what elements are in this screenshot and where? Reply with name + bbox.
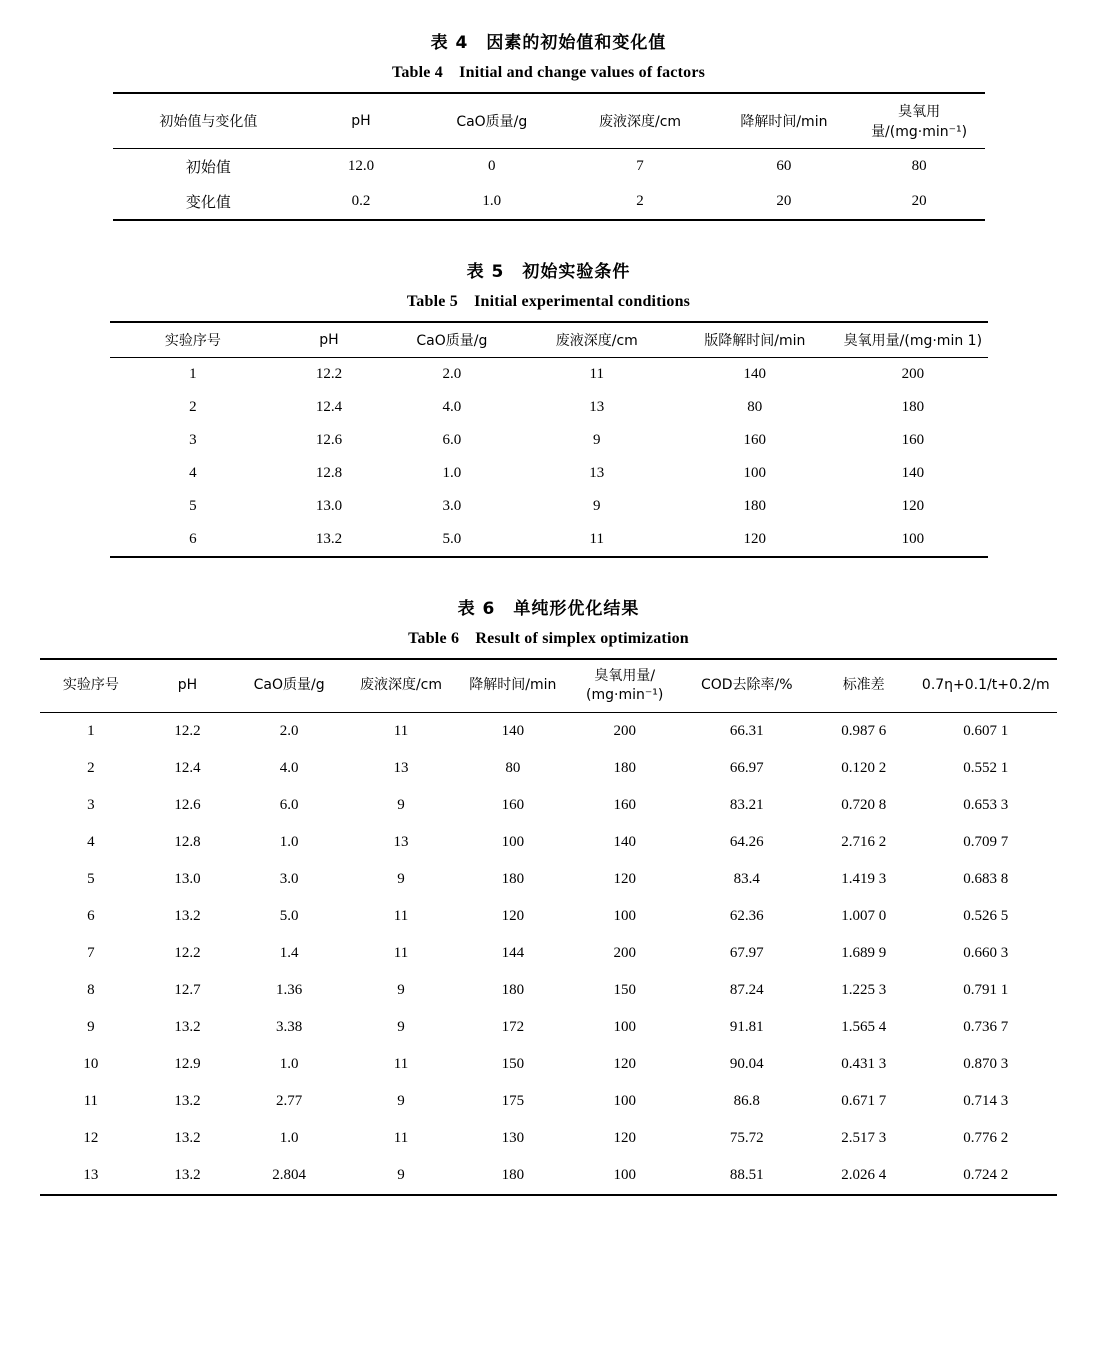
table-cell: 0.671 7	[841, 1092, 887, 1109]
table-6-header-cell: 标准差	[813, 659, 915, 712]
table-cell: 83.4	[733, 870, 760, 887]
table-cell: 2.77	[276, 1092, 303, 1109]
table-cell: 12.8	[174, 833, 201, 850]
table-cell: 160	[743, 432, 767, 448]
table-cell: 6	[87, 907, 95, 924]
table-cell: 90.04	[729, 1055, 764, 1072]
table-cell: 2.026 4	[813, 1157, 915, 1195]
table-cell: 9	[397, 1018, 405, 1035]
table-cell: 200	[613, 722, 636, 739]
table-cell: 13	[589, 399, 605, 415]
table-6-header-cell: 实验序号	[40, 659, 142, 712]
table-cell: 0.709 7	[963, 833, 1009, 850]
table-cell: 13	[393, 833, 409, 850]
table-cell: 12.2	[315, 366, 343, 382]
table-cell: 13.2	[174, 1129, 201, 1146]
table-cell: 1.419 3	[841, 870, 887, 887]
table-cell: 172	[501, 1018, 525, 1035]
table-5-block	[0, 257, 1097, 558]
table-cell: 9	[397, 796, 405, 813]
table-cell: 2.716 2	[841, 833, 887, 850]
table-cell: 120	[901, 498, 925, 514]
table-cell: 0.776 2	[963, 1129, 1009, 1146]
table-cell: 12.4	[174, 759, 201, 776]
table-cell: 120	[613, 870, 636, 887]
table-cell: 7	[87, 944, 95, 961]
table-cell: 2	[189, 399, 197, 415]
table-cell: 0.987 6	[841, 722, 887, 739]
table-4-header-cell: pH	[304, 93, 417, 149]
table-cell: 66.31	[729, 722, 764, 739]
table-cell: 6.0	[279, 796, 299, 813]
table-cell: 1.007 0	[841, 907, 887, 924]
table-cell: 0.660 3	[963, 944, 1009, 961]
table-cell: 11	[393, 722, 409, 739]
table-cell: 11	[589, 366, 604, 382]
table-cell: 83.21	[729, 796, 764, 813]
table-4-head	[113, 93, 985, 149]
table-cell: 4.0	[279, 759, 299, 776]
table-4-block	[0, 28, 1097, 221]
table-5	[110, 321, 988, 558]
table-cell: 11	[393, 1055, 409, 1072]
table-4-header-cell: 降解时间/min	[714, 93, 854, 149]
table-cell: 10	[83, 1055, 99, 1072]
table-cell: 0.720 8	[841, 796, 887, 813]
table-cell: 13.0	[174, 870, 201, 887]
table-4	[113, 92, 985, 221]
table-6-header-cell: 废液深度/cm	[345, 659, 457, 712]
table-cell: 0.724 2	[915, 1157, 1057, 1195]
table-cell: 9	[593, 498, 601, 514]
table-cell: 0.653 3	[963, 796, 1009, 813]
table-cell: 160	[613, 796, 636, 813]
table-cell: 13.2	[174, 1018, 201, 1035]
table-row	[40, 861, 1057, 898]
table-6-body	[40, 712, 1057, 1195]
table-cell: 9	[397, 981, 405, 998]
table-cell: 2	[87, 759, 95, 776]
table-cell: 1.689 9	[841, 944, 887, 961]
table-cell: 13.2	[142, 1157, 234, 1195]
table-6-header-cell: 降解时间/min	[457, 659, 569, 712]
table-row	[40, 1083, 1057, 1120]
table-row	[110, 424, 988, 457]
table-cell: 1.36	[276, 981, 303, 998]
table-cell: 12.4	[315, 399, 343, 415]
table-row	[110, 523, 988, 557]
table-row	[110, 391, 988, 424]
table-row	[113, 184, 985, 220]
table-cell: 66.97	[729, 759, 764, 776]
table-cell: 144	[501, 944, 525, 961]
table-cell: 3	[87, 796, 95, 813]
table-cell: 180	[901, 399, 925, 415]
table-cell: 100	[743, 465, 767, 481]
table-6-block	[0, 594, 1097, 1196]
table-cell: 2.0	[442, 366, 462, 382]
table-cell: 13	[40, 1157, 142, 1195]
table-cell: 9	[397, 870, 405, 887]
table-cell: 1.0	[442, 465, 462, 481]
table-cell: 1.4	[279, 944, 299, 961]
table-cell: 2.517 3	[841, 1129, 887, 1146]
table-cell: 1.0	[279, 1129, 299, 1146]
table-cell: 120	[501, 907, 525, 924]
table-cell: 160	[501, 796, 525, 813]
table-cell: 100	[838, 523, 987, 557]
table-cell: 0.526 5	[963, 907, 1009, 924]
table-row	[113, 149, 985, 185]
table-cell: 11	[393, 944, 409, 961]
table-5-header-cell: 臭氧用量/(mg·min 1)	[838, 322, 987, 358]
table-cell: 0	[488, 158, 496, 174]
table-cell: 87.24	[729, 981, 764, 998]
table-cell: 1	[189, 366, 197, 382]
table-cell: 11	[522, 523, 671, 557]
table-5-header-cell: 废液深度/cm	[522, 322, 671, 358]
table-cell: 12.7	[174, 981, 201, 998]
table-cell: 180	[501, 870, 525, 887]
table-cell: 175	[501, 1092, 525, 1109]
table-row	[40, 898, 1057, 935]
table-cell: 88.51	[681, 1157, 813, 1195]
table-cell: 200	[901, 366, 925, 382]
table-cell: 1.565 4	[841, 1018, 887, 1035]
table-cell: 140	[743, 366, 767, 382]
table-cell: 1.225 3	[841, 981, 887, 998]
table-4-header-cell: CaO质量/g	[418, 93, 566, 149]
table-cell: 100	[501, 833, 525, 850]
table-cell: 13.2	[276, 523, 381, 557]
table-cell: 75.72	[729, 1129, 764, 1146]
table-cell: 3.38	[276, 1018, 303, 1035]
table-cell: 120	[613, 1055, 636, 1072]
table-cell: 1.0	[418, 184, 566, 220]
table-cell: 5	[87, 870, 95, 887]
table-cell: 91.81	[729, 1018, 764, 1035]
table-cell: 13	[589, 465, 605, 481]
table-cell: 0.120 2	[841, 759, 887, 776]
table-cell: 6.0	[442, 432, 462, 448]
table-cell: 180	[457, 1157, 569, 1195]
table-cell: 9	[397, 1092, 405, 1109]
table-cell: 80	[505, 759, 521, 776]
table-cell: 13.2	[174, 1092, 201, 1109]
table-cell: 160	[901, 432, 925, 448]
table-5-head	[110, 322, 988, 358]
table-cell: 180	[501, 981, 525, 998]
table-4-header-cell: 臭氧用量/(mg·min⁻¹)	[854, 93, 985, 149]
table-cell: 4	[189, 465, 197, 481]
table-6-head	[40, 659, 1057, 712]
table-cell: 1.0	[279, 833, 299, 850]
table-cell: 12.2	[174, 944, 201, 961]
table-cell: 2.804	[233, 1157, 345, 1195]
table-cell: 80	[911, 158, 927, 174]
table-cell: 11	[393, 1129, 409, 1146]
table-row	[40, 972, 1057, 1009]
table-cell: 80	[747, 399, 763, 415]
table-cell: 0.714 3	[963, 1092, 1009, 1109]
table-cell: 100	[569, 1157, 681, 1195]
table-cell: 100	[613, 1092, 636, 1109]
table-cell: 0.2	[304, 184, 417, 220]
table-cell: 0.791 1	[963, 981, 1009, 998]
table-4-caption-cn: 表 4 因素的初始值和变化值	[430, 33, 667, 53]
table-cell: 9	[345, 1157, 457, 1195]
table-cell: 5.0	[279, 907, 299, 924]
table-6-header-cell: CaO质量/g	[233, 659, 345, 712]
table-row	[40, 712, 1057, 750]
table-cell: 4.0	[442, 399, 462, 415]
table-row	[40, 1120, 1057, 1157]
table-cell: 12.8	[315, 465, 343, 481]
table-5-caption-en: Table 5 Initial experimental conditions	[406, 293, 691, 310]
table-cell: 7	[636, 158, 644, 174]
table-row	[40, 935, 1057, 972]
table-row	[40, 750, 1057, 787]
table-cell: 180	[613, 759, 636, 776]
table-row	[40, 1157, 1057, 1195]
table-cell: 20	[714, 184, 854, 220]
table-5-header-row	[110, 322, 988, 358]
table-cell: 5	[189, 498, 197, 514]
table-cell: 60	[776, 158, 792, 174]
paper-page	[0, 28, 1097, 1196]
table-cell: 150	[501, 1055, 525, 1072]
table-5-header-cell: 实验序号	[110, 322, 277, 358]
table-row	[40, 824, 1057, 861]
table-cell: 100	[613, 1018, 636, 1035]
table-cell: 140	[901, 465, 925, 481]
table-cell: 6	[110, 523, 277, 557]
table-row	[110, 457, 988, 490]
table-cell: 0.683 8	[963, 870, 1009, 887]
table-cell: 12.9	[174, 1055, 201, 1072]
table-cell: 12.6	[174, 796, 201, 813]
table-cell: 4	[87, 833, 95, 850]
table-4-caption-en: Table 4 Initial and change values of factors	[391, 64, 706, 81]
table-row	[110, 490, 988, 523]
table-cell: 1	[87, 722, 95, 739]
ozone-header-line1: 臭氧用量/	[594, 668, 656, 684]
table-cell: 0.552 1	[963, 759, 1009, 776]
table-cell: 8	[87, 981, 95, 998]
table-cell: 0.607 1	[963, 722, 1009, 739]
table-cell: 变化值	[113, 184, 305, 220]
table-6-header-row	[40, 659, 1057, 712]
table-cell: 20	[854, 184, 985, 220]
table-cell: 120	[613, 1129, 636, 1146]
table-5-caption-cn: 表 5 初始实验条件	[466, 262, 631, 282]
table-4-header-cell: 废液深度/cm	[566, 93, 714, 149]
table-6-header-cell: COD去除率/%	[681, 659, 813, 712]
table-cell: 86.8	[733, 1092, 760, 1109]
table-4-header-row	[113, 93, 985, 149]
table-5-header-cell: pH	[276, 322, 381, 358]
table-6	[40, 658, 1057, 1196]
table-cell: 0.431 3	[841, 1055, 887, 1072]
table-cell: 9	[87, 1018, 95, 1035]
table-cell: 180	[743, 498, 767, 514]
table-cell: 9	[593, 432, 601, 448]
table-cell: 初始值	[185, 160, 231, 176]
table-cell: 12.2	[174, 722, 201, 739]
table-cell: 13	[393, 759, 409, 776]
table-cell: 67.97	[729, 944, 764, 961]
ozone-header-line2: (mg·min⁻¹)	[586, 686, 664, 703]
table-cell: 5.0	[382, 523, 522, 557]
table-cell: 0.736 7	[963, 1018, 1009, 1035]
table-cell: 64.26	[729, 833, 764, 850]
table-5-header-cell: CaO质量/g	[382, 322, 522, 358]
table-cell: 130	[501, 1129, 525, 1146]
table-5-header-cell: 版降解时间/min	[671, 322, 838, 358]
table-cell: 100	[613, 907, 636, 924]
table-6-caption-cn: 表 6 单纯形优化结果	[457, 599, 640, 619]
table-cell: 3.0	[279, 870, 299, 887]
table-cell: 62.36	[729, 907, 764, 924]
table-cell: 140	[613, 833, 636, 850]
table-row	[40, 1046, 1057, 1083]
table-4-header-cell: 初始值与变化值	[113, 93, 305, 149]
table-cell: 12	[83, 1129, 99, 1146]
table-cell: 200	[613, 944, 636, 961]
table-cell: 11	[83, 1092, 99, 1109]
table-6-header-cell: 0.7η+0.1/t+0.2/m	[915, 659, 1057, 712]
table-4-body	[113, 149, 985, 221]
table-cell: 13.2	[174, 907, 201, 924]
table-6-caption-en: Table 6 Result of simplex optimization	[408, 630, 689, 647]
table-cell: 3	[189, 432, 197, 448]
table-cell: 2	[566, 184, 714, 220]
table-cell: 3.0	[442, 498, 462, 514]
table-cell: 13.0	[315, 498, 343, 514]
table-cell: 12.0	[347, 158, 375, 174]
table-cell: 11	[393, 907, 409, 924]
table-cell: 1.0	[279, 1055, 299, 1072]
table-cell: 0.870 3	[963, 1055, 1009, 1072]
table-5-body	[110, 358, 988, 558]
table-row	[110, 358, 988, 392]
table-row	[40, 1009, 1057, 1046]
table-6-header-cell: pH	[142, 659, 234, 712]
table-cell: 120	[671, 523, 838, 557]
table-cell: 12.6	[315, 432, 343, 448]
table-cell: 150	[613, 981, 636, 998]
table-cell: 2.0	[279, 722, 299, 739]
table-cell: 140	[501, 722, 525, 739]
table-row	[40, 787, 1057, 824]
table-6-header-cell-ozone	[569, 659, 681, 712]
